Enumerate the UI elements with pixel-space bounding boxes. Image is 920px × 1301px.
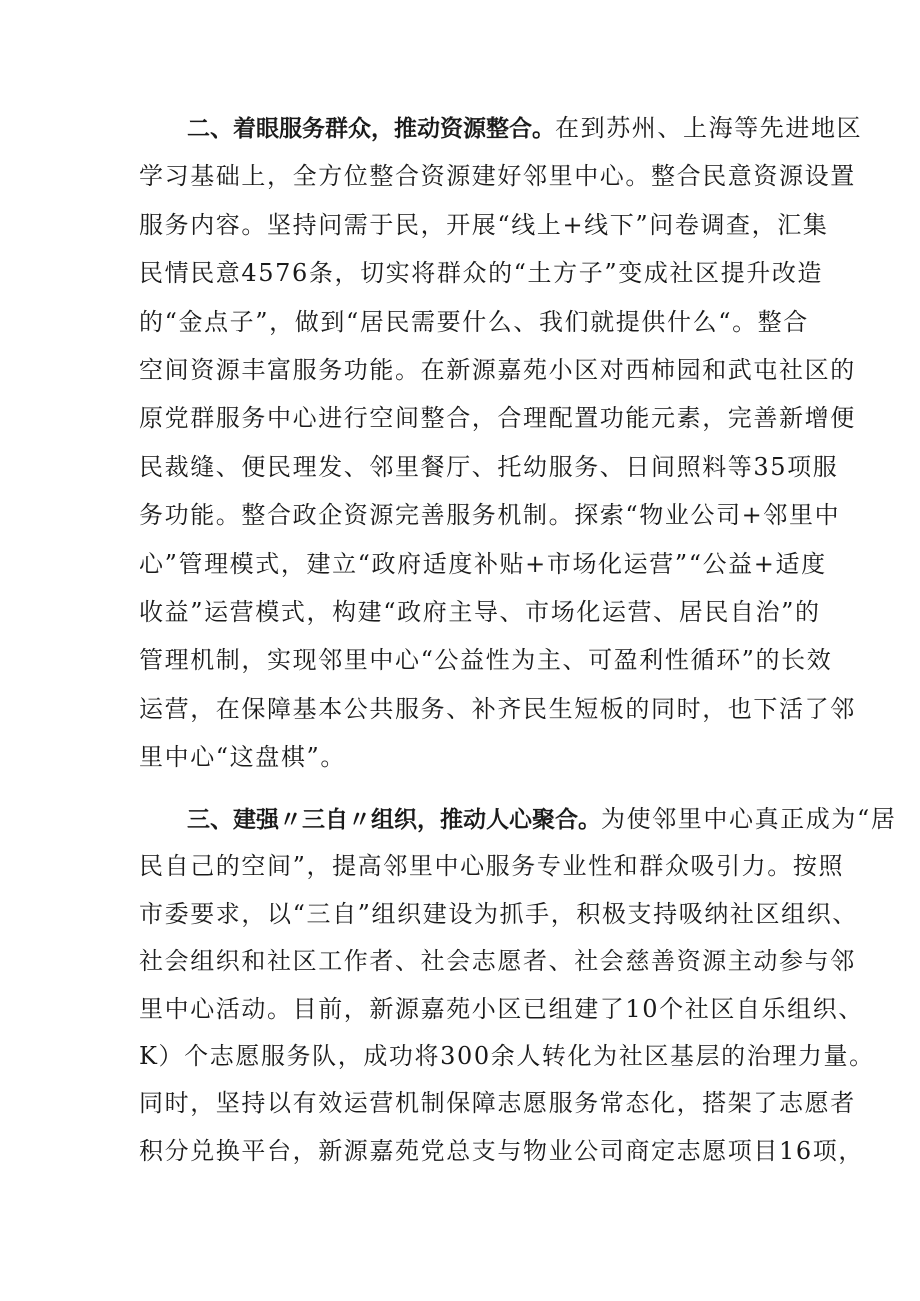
paragraph-line: 原党群服务中心进行空间整合，合理配置功能元素，完善新增便 bbox=[139, 404, 856, 433]
paragraph-line: 同时，坚持以有效运营机制保障志愿服务常态化，搭架了志愿者 bbox=[139, 1089, 856, 1118]
paragraph-line: 的“金点子”，做到“居民需要什么、我们就提供什么“。整合 bbox=[139, 307, 809, 336]
paragraph-line: 管理机制，实现邻里中心“公益性为主、可盈利性循环”的长效 bbox=[139, 646, 833, 675]
paragraph-line: 心”管理模式，建立“政府适度补贴+市场化运营”“公益+适度 bbox=[139, 549, 827, 578]
section-heading: 三、建强〃三自〃组织，推动人心聚合。 bbox=[187, 807, 601, 833]
paragraph-line: 市委要求，以“三自”组织建设为抓手，积极支持吸纳社区组织、 bbox=[139, 899, 858, 928]
paragraph-section-two bbox=[139, 104, 863, 781]
paragraph-line bbox=[139, 104, 863, 152]
paragraph-line: 社会组织和社区工作者、社会志愿者、社会慈善资源主动参与邻 bbox=[139, 947, 856, 976]
paragraph-line: 服务内容。坚持问需于民，开展“线上+线下”问卷调查，汇集 bbox=[139, 210, 829, 239]
paragraph-line: 运营，在保障基本公共服务、补齐民生短板的同时，也下活了邻 bbox=[139, 694, 856, 723]
line-text: 为使邻里中心真正成为“居 bbox=[601, 805, 897, 833]
line-text: 在到苏州、上海等先进地区 bbox=[555, 114, 863, 142]
section-heading: 二、着眼服务群众，推动资源整合。 bbox=[187, 116, 555, 142]
paragraph-line: 民裁缝、便民理发、邻里餐厅、托幼服务、日间照料等35项服 bbox=[139, 452, 839, 481]
paragraph-section-three bbox=[139, 796, 897, 1175]
paragraph-line: 积分兑换平台，新源嘉苑党总支与物业公司商定志愿项目16项， bbox=[139, 1136, 864, 1165]
paragraph-line: 空间资源丰富服务功能。在新源嘉苑小区对西柿园和武屯社区的 bbox=[139, 355, 856, 384]
paragraph-line bbox=[139, 796, 897, 843]
paragraph-line: 里中心活动。目前，新源嘉苑小区已组建了10个社区自乐组织、 bbox=[139, 994, 864, 1023]
paragraph-line: 民情民意4576条，切实将群众的“土方子”变成社区提升改造 bbox=[139, 259, 824, 288]
paragraph-line: 学习基础上，全方位整合资源建好邻里中心。整合民意资源设置 bbox=[139, 162, 856, 191]
paragraph-line: 务功能。整合政企资源完善服务机制。探索“物业公司+邻里中 bbox=[139, 501, 841, 530]
paragraph-line: 民自己的空间”，提高邻里中心服务专业性和群众吸引力。按照 bbox=[139, 852, 845, 881]
paragraph-line: K）个志愿服务队，成功将300余人转化为社区基层的治理力量。 bbox=[139, 1041, 875, 1070]
paragraph-line: 收益”运营模式，构建“政府主导、市场化运营、居民自治”的 bbox=[139, 597, 821, 626]
paragraph-line: 里中心“这盘棋”。 bbox=[139, 743, 346, 772]
